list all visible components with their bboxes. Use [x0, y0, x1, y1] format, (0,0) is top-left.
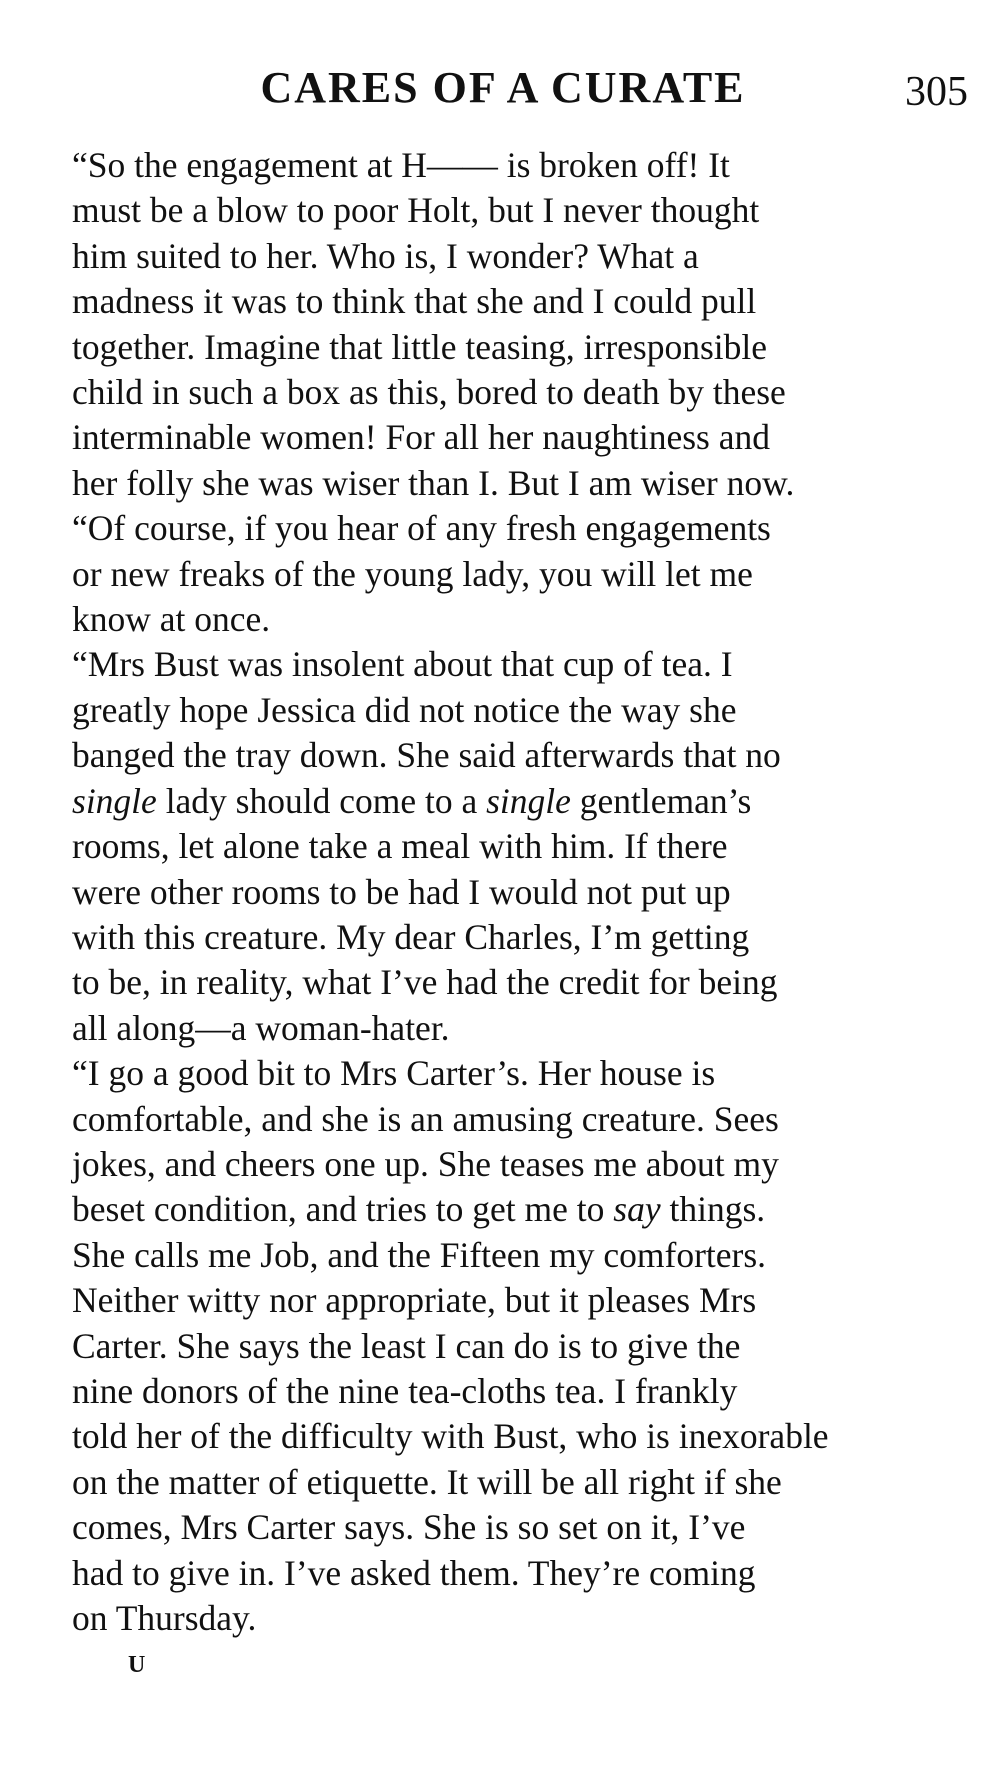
text-line: Neither witty nor appropriate, but it pleases Mrs — [72, 1280, 757, 1321]
text-line: jokes, and cheers one up. She teases me about my — [72, 1143, 779, 1184]
text-line: “I go a good bit to Mrs Carter’s. Her house is — [72, 1053, 716, 1094]
running-title: CARES OF A CURATE — [260, 63, 746, 112]
text-run: things. — [660, 1189, 766, 1230]
text-run: gentleman’s — [570, 780, 752, 821]
text-line: had to give in. I’ve asked them. They’re coming — [72, 1552, 756, 1593]
text-line-with-italics — [38, 1187, 968, 1232]
text-line: comes, Mrs Carter says. She is so set on it, I’ve — [72, 1507, 746, 1548]
text-line: told her of the difficulty with Bust, who is inexorable — [72, 1416, 829, 1457]
text-line: to be, in reality, what I’ve had the credit for being — [72, 962, 778, 1003]
italic-word: single — [486, 780, 571, 821]
page-number: 305 — [905, 69, 968, 115]
text-line: banged the tray down. She said afterwards that no — [72, 735, 781, 776]
body-text — [38, 143, 968, 1641]
signature-mark: U — [128, 1652, 147, 1678]
text-line: comfortable, and she is an amusing creature. Sees — [72, 1098, 779, 1139]
text-line: She calls me Job, and the Fifteen my comforters. — [72, 1234, 767, 1275]
text-line: child in such a box as this, bored to death by these — [72, 372, 786, 413]
text-line: greatly hope Jessica did not notice the way she — [72, 689, 737, 730]
text-line: her folly she was wiser than I. But I am wiser now. — [72, 462, 795, 503]
text-line: madness it was to think that she and I could pull — [72, 281, 757, 322]
text-line: “Mrs Bust was insolent about that cup of tea. I — [72, 644, 733, 685]
text-line: him suited to her. Who is, I wonder? What a — [72, 235, 699, 276]
paragraph-2 — [38, 506, 968, 642]
text-line: or new freaks of the young lady, you will let me — [72, 553, 753, 594]
text-line: interminable women! For all her naughtiness and — [72, 417, 770, 458]
paragraph-3 — [38, 642, 968, 1051]
text-line: nine donors of the nine tea-cloths tea. I frankly — [72, 1370, 738, 1411]
text-line: with this creature. My dear Charles, I’m getting — [72, 916, 750, 957]
running-head — [38, 58, 968, 118]
paragraph-4 — [38, 1051, 968, 1641]
italic-word: single — [72, 780, 157, 821]
text-line: rooms, let alone take a meal with him. If there — [72, 826, 728, 867]
paragraph-1 — [38, 143, 968, 506]
text-line-with-italics — [38, 779, 968, 824]
text-line: on Thursday. — [72, 1598, 257, 1638]
text-line: on the matter of etiquette. It will be all right if she — [72, 1461, 782, 1502]
text-line: all along—a woman-hater. — [72, 1007, 450, 1048]
italic-word: say — [613, 1189, 661, 1230]
text-line: “So the engagement at H—— is broken off! It — [72, 145, 730, 185]
text-line: know at once. — [72, 599, 271, 640]
text-line: were other rooms to be had I would not put up — [72, 871, 731, 912]
text-line: must be a blow to poor Holt, but I never thought — [72, 190, 760, 231]
text-line: “Of course, if you hear of any fresh engagements — [72, 508, 771, 549]
text-run: beset condition, and tries to get me to — [72, 1189, 614, 1230]
text-run: lady should come to a — [156, 780, 487, 821]
text-line: together. Imagine that little teasing, irresponsible — [72, 326, 768, 367]
text-line: Carter. She says the least I can do is to give the — [72, 1325, 741, 1366]
